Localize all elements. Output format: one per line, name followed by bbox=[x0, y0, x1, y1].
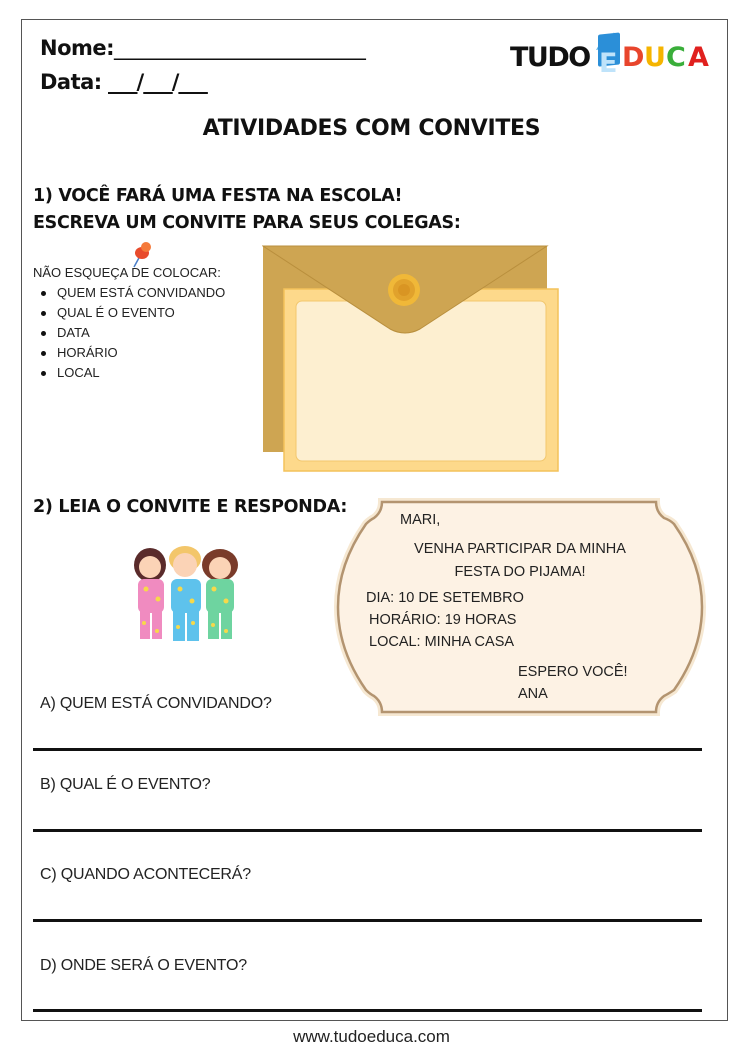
date-blank: ___/___/___ bbox=[101, 70, 207, 94]
invitation-signature: ANA bbox=[518, 686, 548, 702]
answer-line-c[interactable] bbox=[33, 919, 702, 922]
name-field[interactable] bbox=[40, 36, 363, 60]
invitation-closing: ESPERO VOCÊ! bbox=[518, 664, 628, 680]
reminder-item: QUAL É O EVENTO bbox=[33, 303, 253, 323]
section1-heading-line2: ESCREVA UM CONVITE PARA SEUS COLEGAS: bbox=[33, 213, 461, 233]
page-title: ATIVIDADES COM CONVITES bbox=[202, 116, 541, 141]
answer-line-d[interactable] bbox=[33, 1009, 702, 1012]
question-a: A) QUEM ESTÁ CONVIDANDO? bbox=[40, 695, 272, 712]
svg-text:U: U bbox=[644, 42, 666, 73]
answer-line-b[interactable] bbox=[33, 829, 702, 832]
svg-text:D: D bbox=[622, 42, 645, 73]
logo-graphic bbox=[510, 30, 720, 78]
invitation-greeting: MARI, bbox=[400, 512, 441, 528]
kids-in-pajamas-illustration bbox=[128, 543, 246, 647]
reminder-list bbox=[33, 283, 253, 383]
website-link[interactable]: www.tudoeduca.com bbox=[293, 1027, 450, 1046]
book-icon bbox=[596, 32, 620, 78]
invitation-time: HORÁRIO: 19 HORAS bbox=[369, 612, 517, 628]
reminder-item: DATA bbox=[33, 323, 253, 343]
reminder-label: NÃO ESQUEÇA DE COLOCAR: bbox=[33, 265, 221, 280]
section1-heading-line1: 1) VOCÊ FARÁ UMA FESTA NA ESCOLA! bbox=[33, 186, 403, 206]
question-c: C) QUANDO ACONTECERÁ? bbox=[40, 866, 251, 883]
pushpin-icon bbox=[128, 240, 154, 270]
tudoeduca-logo bbox=[510, 30, 720, 78]
section2-heading: 2) LEIA O CONVITE E RESPONDA: bbox=[33, 497, 348, 517]
date-label: Data: bbox=[40, 70, 102, 94]
reminder-item: HORÁRIO bbox=[33, 343, 253, 363]
invitation-place: LOCAL: MINHA CASA bbox=[369, 634, 515, 650]
reminder-item: QUEM ESTÁ CONVIDANDO bbox=[33, 283, 253, 303]
question-b: B) QUAL É O EVENTO? bbox=[40, 776, 211, 793]
svg-text:C: C bbox=[666, 42, 686, 73]
envelope-illustration bbox=[262, 245, 562, 475]
date-field[interactable] bbox=[40, 70, 207, 94]
reminder-box bbox=[33, 265, 253, 383]
name-blank: ___________________________________ bbox=[114, 36, 363, 60]
svg-text:A: A bbox=[688, 42, 709, 73]
seal-icon bbox=[388, 274, 420, 306]
logo-tudo: TUDO bbox=[510, 42, 590, 73]
svg-text:E: E bbox=[599, 48, 618, 78]
name-label: Nome: bbox=[40, 36, 115, 60]
invitation-day: DIA: 10 DE SETEMBRO bbox=[366, 590, 524, 606]
question-d: D) ONDE SERÁ O EVENTO? bbox=[40, 957, 247, 974]
answer-line-a[interactable] bbox=[33, 748, 702, 751]
invitation-body-line1: VENHA PARTICIPAR DA MINHA bbox=[414, 541, 626, 557]
reminder-item: LOCAL bbox=[33, 363, 253, 383]
invitation-body-line2: FESTA DO PIJAMA! bbox=[454, 564, 586, 580]
